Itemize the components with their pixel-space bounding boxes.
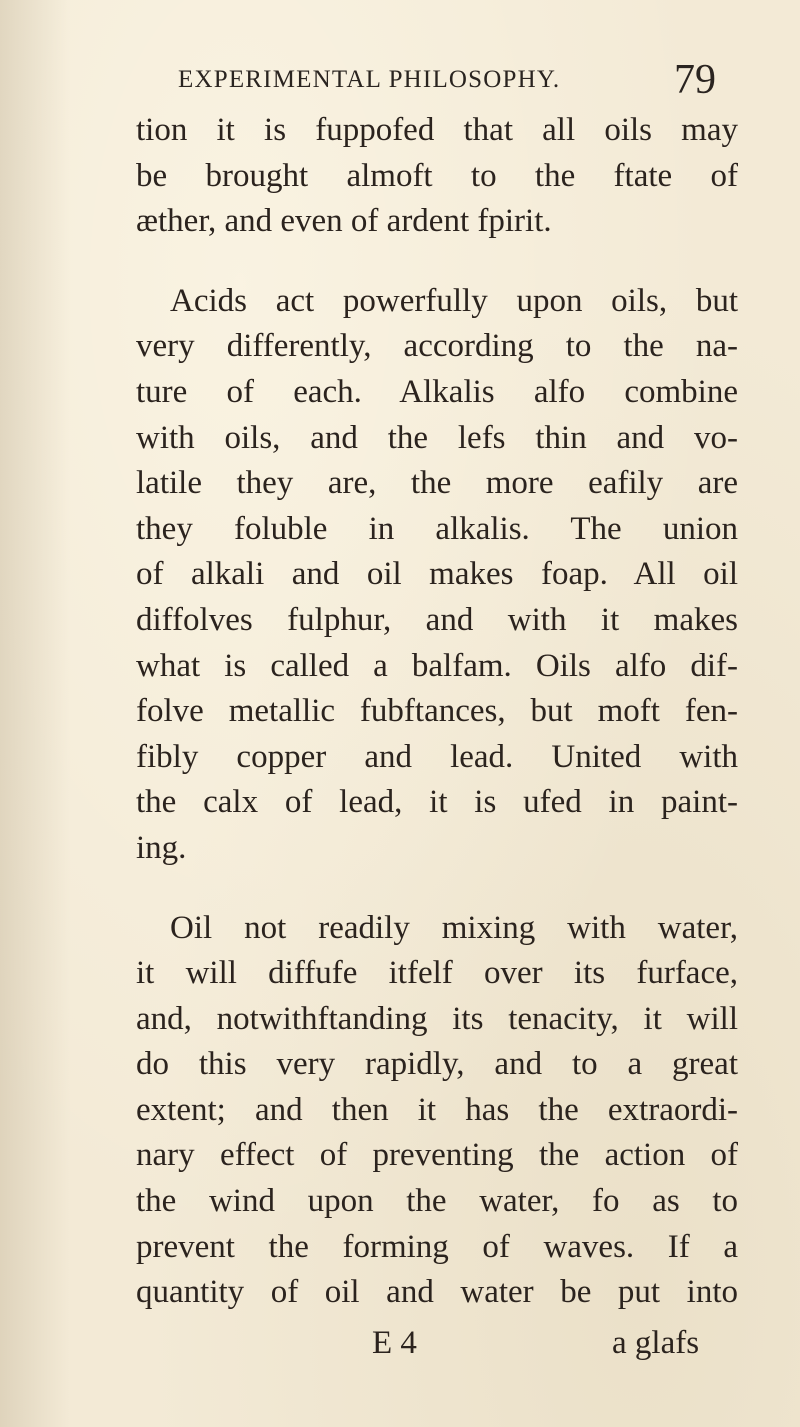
text-line: tion it is fuppofed that all oils may <box>136 112 738 148</box>
text-line: prevent the forming of waves. If a <box>136 1228 738 1265</box>
text-line: the calx of lead, it is ufed in paint- <box>136 784 738 821</box>
text-line: extent; and then it has the extraordi- <box>136 1091 738 1128</box>
page-gutter-shadow <box>0 0 70 1427</box>
text-line: it will diffufe itfelf over its furface, <box>136 955 738 992</box>
text-line: do this very rapidly, and to a great <box>136 1046 738 1083</box>
text-line: ing. <box>136 829 187 866</box>
text-line: æther, and even of ardent fpirit. <box>136 203 552 240</box>
body-text <box>136 108 738 1316</box>
text-line: what is called a balfam. Oils alfo dif- <box>136 647 738 684</box>
text-line: with oils, and the lefs thin and vo- <box>136 419 738 456</box>
text-line: nary effect of preventing the action of <box>136 1137 738 1174</box>
running-title: EXPERIMENTAL PHILOSOPHY. <box>178 66 561 93</box>
text-line: ture of each. Alkalis alfo combine <box>136 373 738 410</box>
text-line: Oil not readily mixing with water, <box>170 909 738 946</box>
text-line: folve metallic fubftances, but moft fen- <box>136 693 738 730</box>
page-footer <box>0 1325 800 1375</box>
text-line: the wind upon the water, fo as to <box>136 1183 738 1220</box>
text-line: they foluble in alkalis. The union <box>136 510 738 547</box>
page-number: 79 <box>674 57 716 103</box>
text-line: and, notwithftanding its tenacity, it will <box>136 1000 738 1037</box>
text-line: be brought almoft to the ftate of <box>136 157 738 194</box>
paragraph-gap <box>136 245 738 279</box>
signature-mark: E 4 <box>372 1325 417 1361</box>
catchword: a glafs <box>612 1325 700 1361</box>
text-line: diffolves fulphur, and with it makes <box>136 601 738 638</box>
text-line: fibly copper and lead. United with <box>136 738 738 775</box>
running-head <box>178 57 738 103</box>
text-line: quantity of oil and water be put into <box>136 1274 738 1311</box>
text-line: latile they are, the more eafily are <box>136 465 738 502</box>
text-line: of alkali and oil makes foap. All oil <box>136 556 738 593</box>
paragraph-gap <box>136 872 738 906</box>
text-line: Acids act powerfully upon oils, but <box>170 282 738 319</box>
text-line: very differently, according to the na- <box>136 328 738 365</box>
